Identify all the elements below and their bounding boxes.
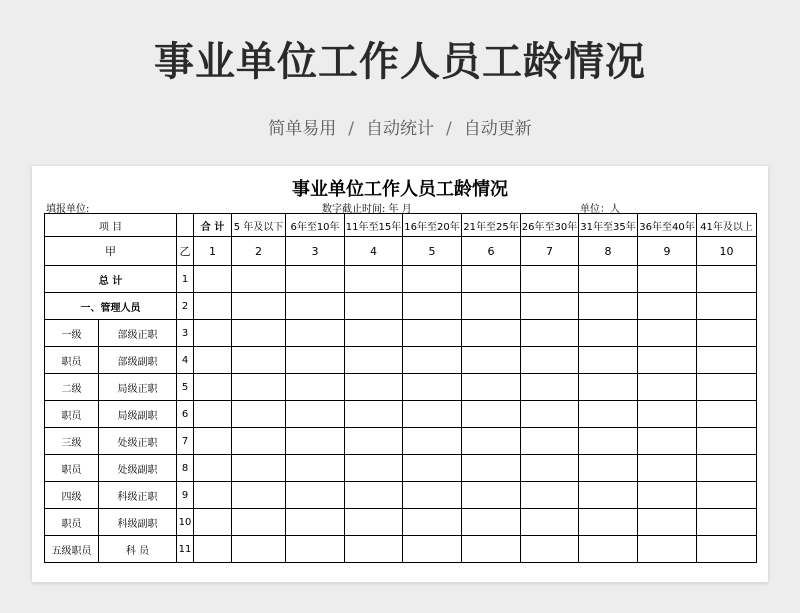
data-cell[interactable] (232, 509, 286, 536)
data-cell[interactable] (403, 293, 462, 320)
data-cell[interactable] (345, 374, 403, 401)
column-header: 6年至10年 (286, 214, 345, 237)
data-cell[interactable] (697, 401, 757, 428)
index-number: 10 (697, 237, 757, 266)
data-cell[interactable] (232, 428, 286, 455)
data-cell[interactable] (462, 293, 521, 320)
index-number: 5 (403, 237, 462, 266)
row-code: 1 (177, 266, 194, 293)
row-level: 一级 (45, 320, 99, 347)
row-sublabel: 科级副职 (99, 509, 177, 536)
data-cell[interactable] (697, 455, 757, 482)
data-cell[interactable] (697, 374, 757, 401)
data-cell[interactable] (579, 509, 638, 536)
data-cell[interactable] (194, 374, 232, 401)
data-cell[interactable] (521, 536, 579, 563)
data-cell[interactable] (286, 374, 345, 401)
table-row (45, 509, 757, 536)
data-cell[interactable] (194, 509, 232, 536)
data-cell[interactable] (232, 347, 286, 374)
data-cell[interactable] (697, 347, 757, 374)
data-cell[interactable] (286, 293, 345, 320)
data-cell[interactable] (462, 428, 521, 455)
data-cell[interactable] (194, 347, 232, 374)
row-sublabel: 局级正职 (99, 374, 177, 401)
data-cell[interactable] (462, 455, 521, 482)
data-cell[interactable] (521, 509, 579, 536)
data-cell[interactable] (638, 536, 697, 563)
data-cell[interactable] (232, 401, 286, 428)
table-row (45, 401, 757, 428)
column-header: 21年至25年 (462, 214, 521, 237)
data-cell[interactable] (194, 320, 232, 347)
data-cell[interactable] (638, 428, 697, 455)
data-cell[interactable] (579, 482, 638, 509)
table-row (45, 374, 757, 401)
data-cell[interactable] (232, 374, 286, 401)
data-cell[interactable] (194, 428, 232, 455)
row-code: 11 (177, 536, 194, 563)
cutoff-date-label: 数字截止时间: 年 月 (322, 204, 412, 215)
data-cell[interactable] (521, 401, 579, 428)
reporting-unit-label: 填报单位: (46, 204, 90, 215)
data-cell[interactable] (403, 320, 462, 347)
index-number: 4 (345, 237, 403, 266)
data-cell[interactable] (403, 347, 462, 374)
data-cell[interactable] (579, 347, 638, 374)
data-cell[interactable] (697, 320, 757, 347)
data-cell[interactable] (345, 347, 403, 374)
index-number: 2 (232, 237, 286, 266)
row-level: 职员 (45, 347, 99, 374)
row-level: 二级 (45, 374, 99, 401)
row-code: 9 (177, 482, 194, 509)
data-cell[interactable] (194, 293, 232, 320)
data-cell[interactable] (638, 266, 697, 293)
data-cell[interactable] (403, 509, 462, 536)
unit-of-measure-label: 单位：人 (580, 204, 620, 215)
column-header: 41年及以上 (697, 214, 757, 237)
column-header: 5 年及以下 (232, 214, 286, 237)
row-code: 2 (177, 293, 194, 320)
data-cell[interactable] (638, 482, 697, 509)
table-row (45, 428, 757, 455)
data-cell[interactable] (286, 536, 345, 563)
data-cell[interactable] (638, 455, 697, 482)
data-cell[interactable] (232, 536, 286, 563)
row-level: 五级职员 (45, 536, 99, 563)
index-number: 1 (194, 237, 232, 266)
data-cell[interactable] (345, 293, 403, 320)
data-cell[interactable] (462, 320, 521, 347)
data-cell[interactable] (403, 536, 462, 563)
data-cell[interactable] (403, 455, 462, 482)
index-number: 9 (638, 237, 697, 266)
data-cell[interactable] (521, 374, 579, 401)
index-row (45, 237, 757, 266)
table-row (45, 482, 757, 509)
sheet-title: 事业单位工作人员工龄情况 (292, 179, 508, 200)
data-cell[interactable] (697, 509, 757, 536)
row-level: 四级 (45, 482, 99, 509)
data-cell[interactable] (232, 266, 286, 293)
table-row (45, 266, 757, 293)
spreadsheet-preview (32, 166, 768, 582)
data-cell[interactable] (345, 509, 403, 536)
index-number: 7 (521, 237, 579, 266)
data-cell[interactable] (638, 320, 697, 347)
data-cell[interactable] (462, 509, 521, 536)
data-cell[interactable] (697, 482, 757, 509)
data-cell[interactable] (697, 536, 757, 563)
row-sublabel: 科级正职 (99, 482, 177, 509)
page-subtitle (0, 114, 800, 139)
table-row (45, 293, 757, 320)
data-cell[interactable] (345, 482, 403, 509)
data-cell[interactable] (579, 374, 638, 401)
data-cell[interactable] (286, 347, 345, 374)
data-cell[interactable] (194, 455, 232, 482)
data-cell[interactable] (286, 482, 345, 509)
data-cell[interactable] (194, 401, 232, 428)
data-cell[interactable] (286, 509, 345, 536)
data-cell[interactable] (462, 401, 521, 428)
data-table (44, 213, 757, 563)
row-code: 10 (177, 509, 194, 536)
data-cell[interactable] (521, 428, 579, 455)
data-cell[interactable] (638, 293, 697, 320)
row-level: 职员 (45, 455, 99, 482)
data-cell[interactable] (194, 536, 232, 563)
column-header: 26年至30年 (521, 214, 579, 237)
data-cell[interactable] (638, 401, 697, 428)
row-label: 总 计 (45, 266, 177, 293)
index-number: 6 (462, 237, 521, 266)
column-header: 31年至35年 (579, 214, 638, 237)
data-cell[interactable] (697, 293, 757, 320)
data-cell[interactable] (697, 266, 757, 293)
row-level: 职员 (45, 401, 99, 428)
data-cell[interactable] (286, 266, 345, 293)
data-cell[interactable] (403, 266, 462, 293)
data-cell[interactable] (579, 401, 638, 428)
row-sublabel: 处级正职 (99, 428, 177, 455)
row-code: 5 (177, 374, 194, 401)
data-cell[interactable] (232, 293, 286, 320)
data-cell[interactable] (579, 536, 638, 563)
row-code: 7 (177, 428, 194, 455)
subtitle-item: 简单易用 (268, 119, 337, 139)
data-cell[interactable] (638, 509, 697, 536)
index-number: 8 (579, 237, 638, 266)
data-cell[interactable] (345, 428, 403, 455)
data-cell[interactable] (403, 401, 462, 428)
subtitle-separator: / (348, 119, 354, 139)
data-cell[interactable] (521, 455, 579, 482)
data-cell[interactable] (286, 320, 345, 347)
data-cell[interactable] (462, 536, 521, 563)
data-cell[interactable] (194, 266, 232, 293)
row-sublabel: 处级副职 (99, 455, 177, 482)
data-cell[interactable] (521, 347, 579, 374)
row-code: 6 (177, 401, 194, 428)
data-cell[interactable] (345, 536, 403, 563)
data-cell[interactable] (403, 482, 462, 509)
data-cell[interactable] (232, 455, 286, 482)
data-cell[interactable] (462, 347, 521, 374)
data-cell[interactable] (232, 320, 286, 347)
row-level: 三级 (45, 428, 99, 455)
data-cell[interactable] (579, 293, 638, 320)
data-cell[interactable] (345, 320, 403, 347)
row-code: 4 (177, 347, 194, 374)
data-cell[interactable] (521, 266, 579, 293)
page-title: 事业单位工作人员工龄情况 (154, 39, 646, 85)
data-cell[interactable] (345, 401, 403, 428)
row-sublabel: 科 员 (99, 536, 177, 563)
data-cell[interactable] (403, 428, 462, 455)
data-cell[interactable] (462, 374, 521, 401)
data-cell[interactable] (521, 482, 579, 509)
data-cell[interactable] (638, 347, 697, 374)
item-header: 项 目 (45, 214, 177, 237)
index-a: 甲 (45, 237, 177, 266)
data-cell[interactable] (345, 266, 403, 293)
table-row (45, 320, 757, 347)
data-cell[interactable] (579, 266, 638, 293)
column-header: 16年至20年 (403, 214, 462, 237)
subtitle-separator: / (446, 119, 452, 139)
data-cell[interactable] (521, 293, 579, 320)
header-row (45, 214, 757, 237)
row-sublabel: 局级副职 (99, 401, 177, 428)
data-cell[interactable] (286, 455, 345, 482)
table-row (45, 455, 757, 482)
data-cell[interactable] (579, 428, 638, 455)
subtitle-item: 自动更新 (463, 119, 532, 139)
data-cell[interactable] (462, 266, 521, 293)
total-header: 合 计 (194, 214, 232, 237)
index-b: 乙 (177, 237, 194, 266)
table-row (45, 536, 757, 563)
column-header: 11年至15年 (345, 214, 403, 237)
data-cell[interactable] (194, 482, 232, 509)
data-cell[interactable] (638, 374, 697, 401)
table-row (45, 347, 757, 374)
data-cell[interactable] (232, 482, 286, 509)
data-cell[interactable] (521, 320, 579, 347)
row-sublabel: 部级副职 (99, 347, 177, 374)
subtitle-item: 自动统计 (366, 119, 434, 139)
data-cell[interactable] (345, 455, 403, 482)
row-level: 职员 (45, 509, 99, 536)
data-cell[interactable] (579, 455, 638, 482)
data-cell[interactable] (579, 320, 638, 347)
row-code: 3 (177, 320, 194, 347)
data-cell[interactable] (403, 374, 462, 401)
data-cell[interactable] (286, 401, 345, 428)
row-code: 8 (177, 455, 194, 482)
data-cell[interactable] (462, 482, 521, 509)
data-cell[interactable] (286, 428, 345, 455)
index-number: 3 (286, 237, 345, 266)
header-spacer (177, 214, 194, 237)
row-sublabel: 部级正职 (99, 320, 177, 347)
data-cell[interactable] (697, 428, 757, 455)
row-label: 一、管理人员 (45, 293, 177, 320)
column-header: 36年至40年 (638, 214, 697, 237)
